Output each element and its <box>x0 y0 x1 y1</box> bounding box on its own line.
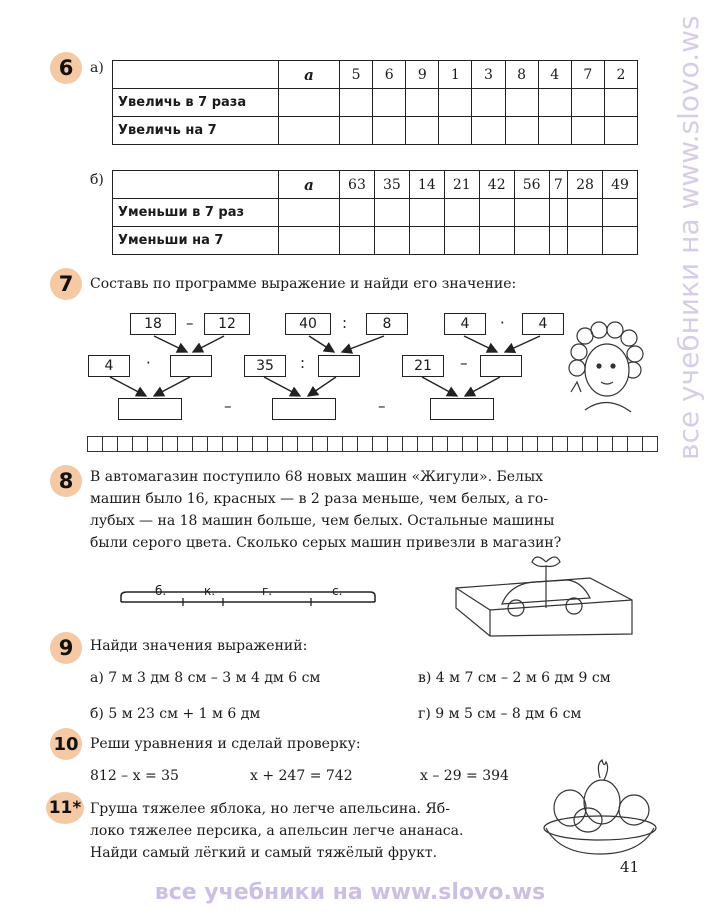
table-cell: 7 <box>571 61 604 89</box>
task-6-number: 6 <box>50 52 82 84</box>
segment-label: с. <box>332 584 343 598</box>
table-cell: 7 <box>549 171 567 199</box>
answer-box[interactable] <box>430 398 494 420</box>
text-line: были серого цвета. Сколько серых машин привезли в магазин? <box>90 535 562 551</box>
table-cell: 42 <box>479 171 514 199</box>
task-9-text: Найди значения выражений: <box>90 638 308 654</box>
table-cell: 56 <box>514 171 549 199</box>
fruit-bowl-illustration <box>540 758 660 858</box>
operator: · <box>146 354 151 372</box>
table-header-a: a <box>279 61 340 89</box>
segment-label: б. <box>155 584 167 598</box>
table-cell: 8 <box>505 61 538 89</box>
operator: – <box>460 354 468 372</box>
expression-v: в) 4 м 7 см – 2 м 6 дм 9 см <box>418 670 611 686</box>
answer-box[interactable] <box>272 398 336 420</box>
number-box: 12 <box>204 313 250 335</box>
text-line: В автомагазин поступило 68 новых машин «Жигули». Белых <box>90 469 543 485</box>
answer-box[interactable] <box>480 355 522 377</box>
text-line: локо тяжелее персика, а апельсин легче ананаса. <box>90 823 464 839</box>
equation-3: x – 29 = 394 <box>420 768 509 784</box>
gift-car-illustration <box>450 548 640 640</box>
table-cell: 9 <box>406 61 439 89</box>
row-label: Увеличь на 7 <box>113 117 279 145</box>
expression-g: г) 9 м 5 см – 8 дм 6 см <box>418 706 582 722</box>
number-box: 8 <box>366 313 408 335</box>
answer-cells-row[interactable] <box>88 436 658 452</box>
table-cell: 6 <box>373 61 406 89</box>
operator: : <box>300 354 306 372</box>
number-box: 4 <box>88 355 130 377</box>
task-6a-label: а) <box>90 60 104 76</box>
expression-b: б) 5 м 23 см + 1 м 6 дм <box>90 706 261 722</box>
girl-illustration <box>565 320 650 425</box>
task-6b-label: б) <box>90 172 104 188</box>
answer-box[interactable] <box>170 355 212 377</box>
operator: · <box>500 314 505 332</box>
table-cell: 1 <box>439 61 472 89</box>
table-cell: 21 <box>444 171 479 199</box>
number-box: 21 <box>402 355 444 377</box>
row-label: Увеличь в 7 раза <box>113 89 279 117</box>
text-line: лубых — на 18 машин больше, чем белых. Остальные машины <box>90 513 555 529</box>
table-cell: 2 <box>604 61 637 89</box>
text-line: Груша тяжелее яблока, но легче апельсина. Яб- <box>90 801 450 817</box>
operator: – <box>224 397 232 415</box>
table-cell: 49 <box>602 171 637 199</box>
answer-box[interactable] <box>318 355 360 377</box>
task-10-number: 10 <box>50 728 82 760</box>
task-7-text: Составь по программе выражение и найди его значение: <box>90 276 517 292</box>
number-box: 4 <box>522 313 564 335</box>
task-8-number: 8 <box>50 465 82 497</box>
number-box: 18 <box>130 313 176 335</box>
segment-label: к. <box>204 584 216 598</box>
text-line: машин было 16, красных — в 2 раза меньше, чем белых, а го- <box>90 491 549 507</box>
number-box: 40 <box>285 313 331 335</box>
task-11-number: 11* <box>46 792 84 824</box>
table-cell: 14 <box>409 171 444 199</box>
table-cell: 5 <box>340 61 373 89</box>
task-8-text <box>90 466 650 554</box>
segment-label: г. <box>262 584 273 598</box>
number-box: 4 <box>444 313 486 335</box>
operator: : <box>342 314 348 332</box>
table-cell: 35 <box>374 171 409 199</box>
row-label: Уменьши в 7 раз <box>113 199 279 227</box>
task-7-number: 7 <box>50 268 82 300</box>
equation-1: 812 – x = 35 <box>90 768 179 784</box>
operator: – <box>378 397 386 415</box>
bottom-watermark: все учебники на www.slovo.ws <box>154 880 546 905</box>
number-box: 35 <box>244 355 286 377</box>
task-10-text: Реши уравнения и сделай проверку: <box>90 736 361 752</box>
text-line: Найди самый лёгкий и самый тяжёлый фрукт. <box>90 845 438 861</box>
task-9-number: 9 <box>50 632 82 664</box>
table-cell: 4 <box>538 61 571 89</box>
task-11-text <box>90 798 530 864</box>
page-number: 41 <box>620 858 640 876</box>
row-label: Уменьши на 7 <box>113 227 279 255</box>
expression-a: а) 7 м 3 дм 8 см – 3 м 4 дм 6 см <box>90 670 321 686</box>
equation-2: x + 247 = 742 <box>250 768 353 784</box>
side-watermark: все учебники на www.slovo.ws <box>672 15 705 460</box>
table-cell: 28 <box>568 171 603 199</box>
operator: – <box>186 314 194 332</box>
table-header-a: a <box>279 171 340 199</box>
table-cell: 63 <box>340 171 375 199</box>
table-cell: 3 <box>472 61 505 89</box>
answer-box[interactable] <box>118 398 182 420</box>
